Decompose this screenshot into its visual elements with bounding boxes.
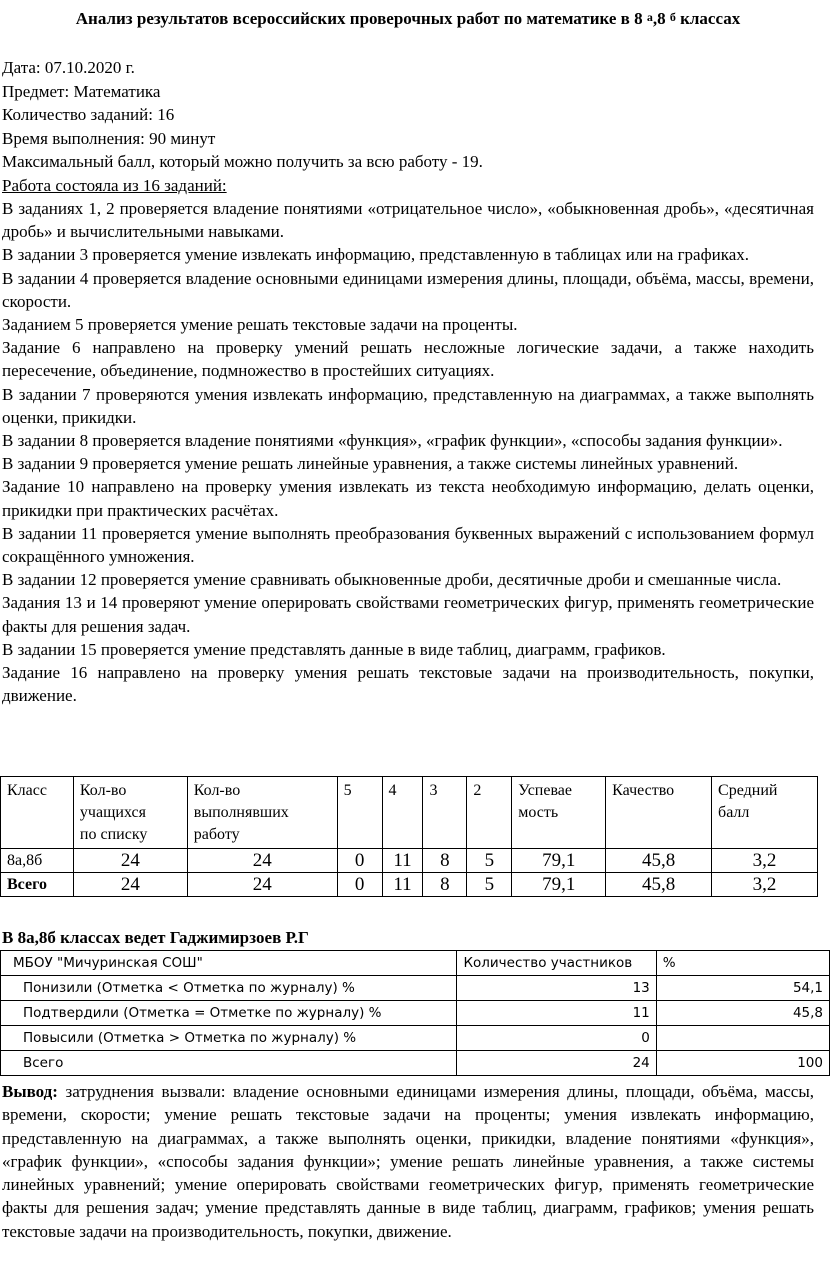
teacher-line: В 8а,8б классах ведет Гаджимирзоев Р.Г <box>2 928 309 947</box>
row-count: 24 <box>457 1051 656 1076</box>
cell-avg: 3,2 <box>712 849 818 873</box>
paragraph: В задании 3 проверяется умение извлекать информацию, представленную в таблицах или на графиках. <box>2 245 749 265</box>
row-pct <box>656 1026 829 1051</box>
row-label: Всего <box>1 1051 457 1076</box>
table-row <box>1 849 818 873</box>
cell-g2: 5 <box>467 849 512 873</box>
cell-g5: 0 <box>337 849 382 873</box>
header-success: Успевае мость <box>512 777 606 849</box>
header-grade-5: 5 <box>337 777 382 849</box>
paragraph: В задании 4 проверяется владение основными единицами измерения длины, площади, объёма, массы, времени, скорости. <box>2 268 814 311</box>
meta-tasks-count: Количество заданий: 16 <box>2 105 175 124</box>
paragraph: В задании 11 проверяется умение выполнять преобразования буквенных выражений с использованием формул сокращённого умножения. <box>2 523 814 567</box>
row-label: Подтвердили (Отметка = Отметке по журналу) % <box>1 1001 457 1026</box>
cell-listed: 24 <box>73 849 187 873</box>
meta-block <box>2 56 483 197</box>
paragraph: Задание 16 направлено на проверку умения решать текстовые задачи на производительность, покупки, движение. <box>2 663 814 706</box>
paragraph: В задании 15 проверяется умение представлять данные в виде таблиц, диаграмм, графиков. <box>2 639 666 659</box>
header-grade-4: 4 <box>382 777 423 849</box>
conclusion <box>2 1080 814 1243</box>
conclusion-label: Вывод: <box>2 1082 58 1101</box>
cell-class: 8а,8б <box>1 849 74 873</box>
row-count: 13 <box>457 976 656 1001</box>
paragraph: Задание 6 направлено на проверку умений решать несложные логические задачи, а также находить пересечение, объединение, подмножество в простейших ситуациях. <box>2 338 814 381</box>
row-pct: 100 <box>656 1051 829 1076</box>
paragraph: В задании 9 проверяется умение решать линейные уравнения, а также системы линейных уравнений. <box>2 454 739 474</box>
title-sup-b: б <box>669 10 676 24</box>
table-row <box>1 976 830 1001</box>
paragraph: Задание 10 направлено на проверку умения извлекать из текста необходимую информацию, делать оценки, прикидки при практических расчётах. <box>2 477 814 520</box>
cell-listed: 24 <box>73 873 187 897</box>
header-grade-3: 3 <box>423 777 467 849</box>
cell-g2: 5 <box>467 873 512 897</box>
meta-max-score: Максимальный балл, который можно получить за всю работу - 19. <box>2 152 483 171</box>
cell-g4: 11 <box>382 849 423 873</box>
header-avg: Средний балл <box>712 777 818 849</box>
cell-quality: 45,8 <box>606 873 712 897</box>
cell-success: 79,1 <box>512 873 606 897</box>
header-count: Количество участников <box>457 951 656 976</box>
table-row <box>1 873 818 897</box>
header-took: Кол-во выполнявших работу <box>187 777 337 849</box>
row-count: 0 <box>457 1026 656 1051</box>
table-row <box>1 1026 830 1051</box>
conclusion-text: затруднения вызвали: владение основными единицами измерения длины, площади, объёма, массы, времени, скорости; умение решать текстовые задачи на проценты; умения извлекать информацию, представленную на диаграммах, а также выполнять оценки, прикидки, владение понятиями «функция», «график функции», «способы задания функции»; умение решать линейные уравнения, а также системы линейных уравнений; умение оперировать свойствами геометрических фигур, применять геометрические факты для решения задач; умение представлять данные в виде таблиц, диаграмм, графиков; умения решать текстовые задачи на производительность, покупки, движение. <box>2 1082 815 1241</box>
cell-g3: 8 <box>423 873 467 897</box>
cell-quality: 45,8 <box>606 849 712 873</box>
cell-class: Всего <box>1 873 74 897</box>
header-school: МБОУ "Мичуринская СОШ" <box>1 951 457 976</box>
header-quality: Качество <box>606 777 712 849</box>
task-descriptions <box>2 197 814 707</box>
paragraph: В задании 7 проверяются умения извлекать информацию, представленную на диаграммах, а также выполнять оценки, прикидки. <box>2 384 814 427</box>
paragraph: В задании 12 проверяется умение сравнивать обыкновенные дроби, десятичные дроби и смешанные числа. <box>2 570 782 590</box>
header-grade-2: 2 <box>467 777 512 849</box>
paragraph: Заданием 5 проверяется умение решать текстовые задачи на проценты. <box>2 315 518 335</box>
cell-g4: 11 <box>382 873 423 897</box>
paragraph: В заданиях 1, 2 проверяется владение понятиями «отрицательное число», «обыкновенная дробь», «десятичная дробь» и вычислительными навыками. <box>2 199 814 242</box>
results-table <box>0 776 818 897</box>
meta-subject: Предмет: Математика <box>2 81 161 101</box>
paragraph: Задания 13 и 14 проверяют умение оперировать свойствами геометрических фигур, применять геометрические факты для решения задач. <box>2 593 814 636</box>
meta-date: Дата: 07.10.2020 г. <box>2 58 135 77</box>
cell-avg: 3,2 <box>712 873 818 897</box>
row-pct: 45,8 <box>656 1001 829 1026</box>
meta-duration: Время выполнения: 90 минут <box>2 128 216 148</box>
cell-took: 24 <box>187 873 337 897</box>
table-row <box>1 1001 830 1026</box>
row-label: Повысили (Отметка > Отметка по журналу) % <box>1 1026 457 1051</box>
cell-success: 79,1 <box>512 849 606 873</box>
paragraph: В задании 8 проверяется владение понятиями «функция», «график функции», «способы задания функции». <box>2 431 783 451</box>
header-class: Класс <box>1 777 74 849</box>
header-pct: % <box>656 951 829 976</box>
results-header-row <box>1 777 818 849</box>
structure-heading: Работа состояла из 16 заданий: <box>2 175 227 195</box>
cell-g3: 8 <box>423 849 467 873</box>
cell-g5: 0 <box>337 873 382 897</box>
header-listed: Кол-во учащихся по списку <box>73 777 187 849</box>
document-title: Анализ результатов всероссийских проверочных работ по математике в 8 $^а$,8 $^б$ классах <box>75 9 741 28</box>
comparison-table <box>0 950 830 1076</box>
cell-took: 24 <box>187 849 337 873</box>
row-pct: 54,1 <box>656 976 829 1001</box>
title-sup-a: а <box>646 10 653 24</box>
table-row <box>1 1051 830 1076</box>
comparison-header-row <box>1 951 830 976</box>
row-label: Понизили (Отметка < Отметка по журналу) % <box>1 976 457 1001</box>
row-count: 11 <box>457 1001 656 1026</box>
